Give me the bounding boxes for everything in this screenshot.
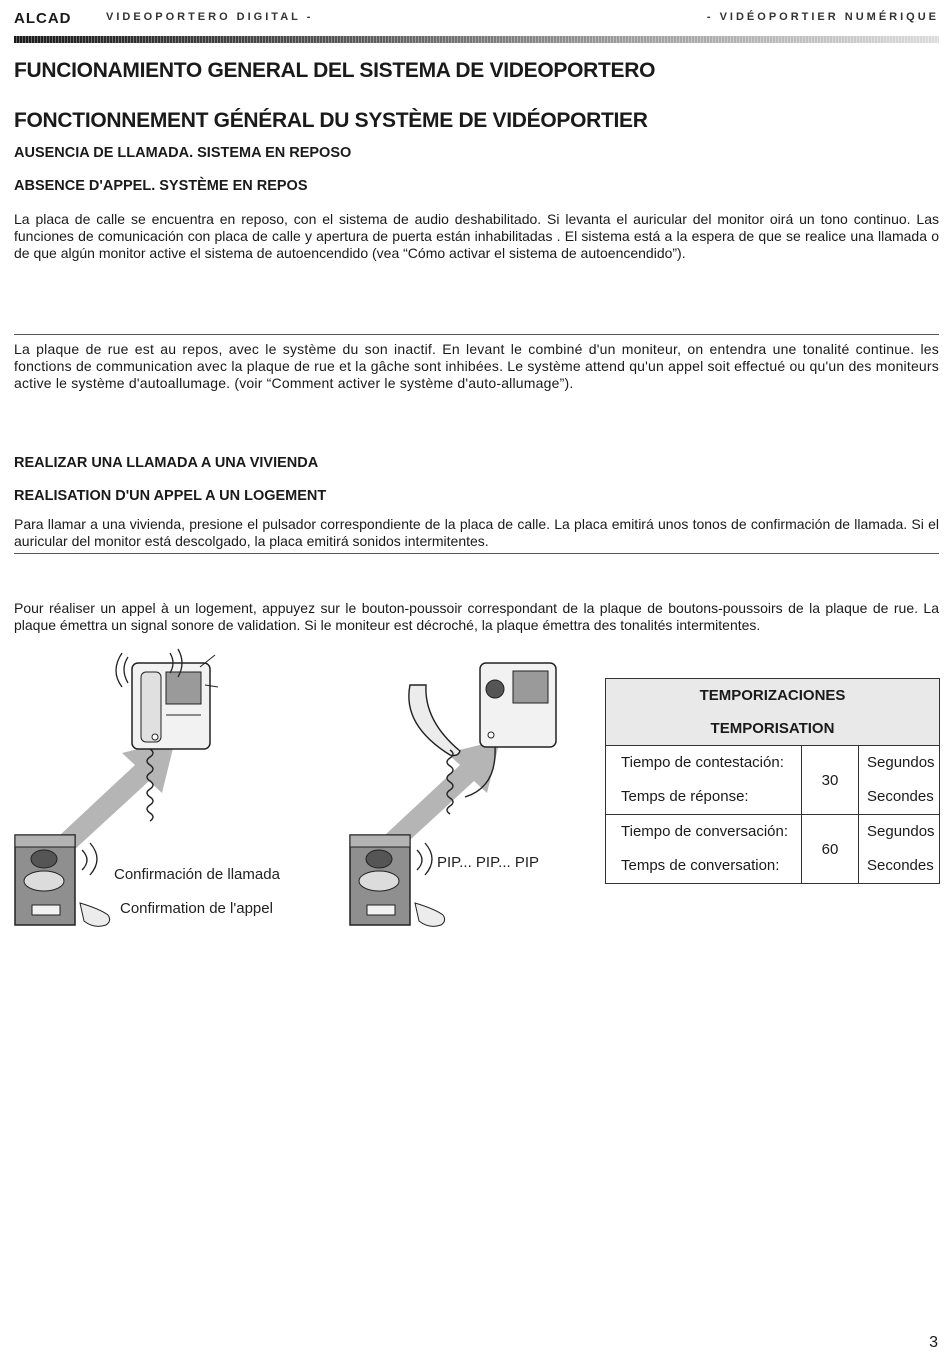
timing-unit-es: Segundos — [867, 823, 935, 840]
handset-off-hook-illustration — [345, 655, 570, 940]
call-confirmation-label-fr: Confirmation de l'appel — [120, 900, 273, 917]
section1-heading-es: AUSENCIA DE LLAMADA. SISTEMA EN REPOSO — [14, 145, 352, 161]
divider — [14, 334, 939, 335]
page-number: 3 — [929, 1334, 938, 1351]
timing-unit-es: Segundos — [867, 754, 935, 771]
pip-label: PIP... PIP... PIP — [437, 854, 540, 871]
section2-heading-es: REALIZAR UNA LLAMADA A UNA VIVIENDA — [14, 455, 319, 471]
section1-text-fr: La plaque de rue est au repos, avec le système du son inactif. En levant le combiné d'un moniteur, on entendra une tonalité continue. les fonctions de communication avec la plaque de rue et la gâche sont inhibées. Le système attend qu'un appel soit effectué ou qu'un des moniteurs active le système d'autoallumage. (voir “Comment activer le système d'auto-allumage”). — [14, 341, 939, 391]
section2-heading-fr: REALISATION D'UN APPEL A UN LOGEMENT — [14, 488, 327, 504]
page-title-es: FUNCIONAMIENTO GENERAL DEL SISTEMA DE VIDEOPORTERO — [14, 59, 656, 82]
section2-text-es: Para llamar a una vivienda, presione el pulsador correspondiente de la placa de calle. La placa emitirá unos tonos de confirmación de llamada. Si el auricular del monitor está descolgado, la placa emitirá sonidos intermitentes. — [14, 516, 939, 549]
monitor-icon — [409, 663, 556, 814]
timing-label-fr: Temps de réponse: — [621, 788, 749, 805]
table-title-fr: TEMPORISATION — [710, 720, 835, 737]
arrow-icon — [385, 740, 500, 850]
table-header-row — [606, 679, 940, 746]
table-title-es: TEMPORIZACIONES — [699, 687, 846, 704]
header-title-es: VIDEOPORTERO DIGITAL - — [106, 11, 314, 23]
call-confirmation-illustration — [10, 645, 300, 940]
timing-label-es: Tiempo de conversación: — [621, 823, 789, 840]
section2-text-fr: Pour réaliser un appel à un logement, appuyez sur le bouton-poussoir correspondant de la plaque de boutons-poussoirs de la plaque de rue. La plaque émettra un signal sonore de validation. Si le moniteur est décroché, la plaque émettra des tonalités intermitentes. — [14, 600, 939, 633]
timing-label-fr: Temps de conversation: — [621, 857, 780, 874]
timing-label-cell — [606, 746, 802, 815]
timing-table — [605, 678, 940, 884]
timing-unit-fr: Secondes — [867, 857, 934, 874]
section1-text-es: La placa de calle se encuentra en reposo, con el sistema de audio deshabilitado. Si levanta el auricular del monitor oirá un tono continuo. Las funciones de comunicación con placa de calle y apertura de puerta están inhabilitadas . El sistema está a la espera de que se realice una llamada o de que algún monitor active el sistema de autoencendido (vea “Cómo activar el sistema de autoencendido”). — [14, 211, 939, 261]
divider — [14, 553, 939, 554]
street-panel-icon — [350, 835, 445, 926]
page-header — [14, 8, 939, 28]
timing-unit-fr: Secondes — [867, 788, 934, 805]
timing-label-es: Tiempo de contestación: — [621, 754, 784, 771]
section1-heading-fr: ABSENCE D'APPEL. SYSTÈME EN REPOS — [14, 178, 308, 194]
timing-unit-cell — [859, 746, 940, 815]
timing-value: 30 — [802, 746, 859, 815]
header-bar — [14, 36, 939, 43]
table-row — [606, 746, 940, 815]
arrow-icon — [60, 740, 175, 850]
timing-unit-cell — [859, 815, 940, 884]
page-title-fr: FONCTIONNEMENT GÉNÉRAL DU SYSTÈME DE VIDÉOPORTIER — [14, 109, 648, 132]
street-panel-icon — [15, 835, 110, 926]
header-title-fr: - VIDÉOPORTIER NUMÉRIQUE — [706, 11, 939, 23]
table-title — [606, 679, 940, 746]
timing-value: 60 — [802, 815, 859, 884]
brand-logo: ALCAD — [14, 10, 72, 27]
table-row — [606, 815, 940, 884]
timing-label-cell — [606, 815, 802, 884]
call-confirmation-label-es: Confirmación de llamada — [114, 866, 280, 883]
